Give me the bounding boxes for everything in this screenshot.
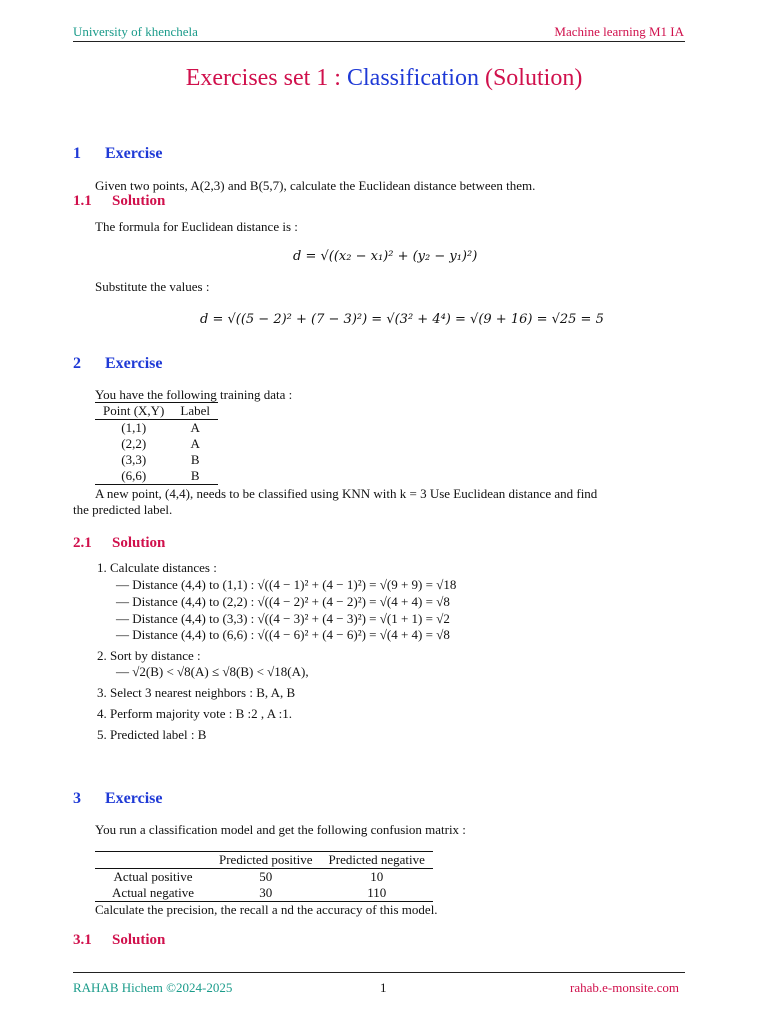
page-number: 1 [380,980,387,995]
subsection-1-1-heading [73,193,165,210]
table-cell: (2,2) [121,436,147,451]
confusion-matrix-table [95,851,433,902]
subsection-3-1-heading [73,932,165,949]
distance-line-1: — Distance (4,4) to (1,1) : √((4 − 1)² + (4 − 1)²) = √(9 + 9) = √18 [116,577,457,592]
section-title: Exercise [105,145,163,162]
ex2-question-line2: the predicted label. [73,502,173,517]
table-cell: (3,3) [121,452,147,467]
training-data-table [95,402,218,485]
subsection-title: Solution [112,193,166,209]
distance-line-4: — Distance (4,4) to (6,6) : √((4 − 6)² + (4 − 6)²) = √(4 + 4) = √8 [116,627,450,642]
solution-step-4: 4. Perform majority vote : B :2 , A :1. [97,706,292,721]
footer-rule [73,972,685,973]
distance-line-2: — Distance (4,4) to (2,2) : √((4 − 2)² + (4 − 2)²) = √(4 + 4) = √8 [116,594,450,609]
table-header-cell: Label [180,403,210,418]
ex2-question-line1: A new point, (4,4), needs to be classified using KNN with k = 3 Use Euclidean distance and find [95,486,598,501]
table-cell: 30 [259,885,273,900]
table-cell: 50 [259,869,273,884]
page-title [0,65,768,92]
table-row [95,869,433,886]
title-part2: Classification [346,65,479,91]
subsection-number: 2.1 [73,535,92,551]
distance-line-3: — Distance (4,4) to (3,3) : √((4 − 3)² + (4 − 3)²) = √(1 + 1) = √2 [116,611,450,626]
table-cell: 110 [367,885,387,900]
table-row [95,468,218,485]
section-number: 3 [73,790,81,807]
table-cell: (1,1) [121,420,147,435]
table-cell: B [190,452,200,467]
euclidean-formula: d = √((x₂ − x₁)² + (y₂ − y₁)²) [293,249,478,264]
subsection-2-1-heading [73,535,165,552]
section-number: 1 [73,145,81,162]
section-title: Exercise [105,355,163,372]
ex2-intro: You have the following training data : [95,387,293,402]
solution-step-1: 1. Calculate distances : [97,560,217,575]
solution-step-3: 3. Select 3 nearest neighbors : B, A, B [97,685,296,700]
table-header-cell: Predicted positive [219,852,313,867]
table-cell: (6,6) [121,468,147,483]
section-1-heading [73,145,162,163]
sort-line: — √2(B) < √8(A) ≤ √8(B) < √18(A), [116,664,309,679]
table-cell: Actual positive [113,869,193,884]
subsection-number: 3.1 [73,932,92,948]
substitute-intro: Substitute the values : [95,279,210,294]
subsection-number: 1.1 [73,193,92,209]
section-title: Exercise [105,790,163,807]
solution-step-2: 2. Sort by distance : [97,648,201,663]
solution-step-5: 5. Predicted label : B [97,727,207,742]
table-row [95,436,218,452]
title-part1: Exercises set 1 : [185,65,347,91]
table-header-cell [95,852,211,869]
header-left: University of khenchela [73,24,198,39]
table-cell: Actual negative [112,885,194,900]
header-rule [73,41,685,42]
table-cell: A [190,436,200,451]
substitution-equation: d = √((5 − 2)² + (7 − 3)²) = √(3² + 4⁴) = √(9 + 16) = √25 = 5 [200,312,604,327]
ex3-question: Calculate the precision, the recall a nd the accuracy of this model. [95,902,438,917]
footer-left: RAHAB Hichem ©2024-2025 [73,980,233,995]
table-header-row [95,852,433,869]
subsection-title: Solution [112,932,166,948]
footer-website-link[interactable]: rahab.e-monsite.com [569,980,679,995]
table-header-row [95,403,218,420]
ex3-intro: You run a classification model and get the following confusion matrix : [95,822,466,837]
table-cell: B [190,468,200,483]
table-row [95,452,218,468]
title-part3: (Solution) [478,65,583,91]
table-row [95,885,433,902]
formula-intro: The formula for Euclidean distance is : [95,219,298,234]
section-number: 2 [73,355,81,372]
header-right: Machine learning M1 IA [554,24,684,39]
ex1-text: Given two points, A(2,3) and B(5,7), calculate the Euclidean distance between them. [95,178,536,193]
table-cell: A [190,420,200,435]
subsection-title: Solution [112,535,166,551]
table-header-cell: Predicted negative [328,852,425,867]
table-header-cell: Point (X,Y) [103,403,165,418]
table-cell: 10 [370,869,384,884]
section-2-heading [73,355,162,373]
section-3-heading [73,790,162,808]
table-row [95,420,218,437]
